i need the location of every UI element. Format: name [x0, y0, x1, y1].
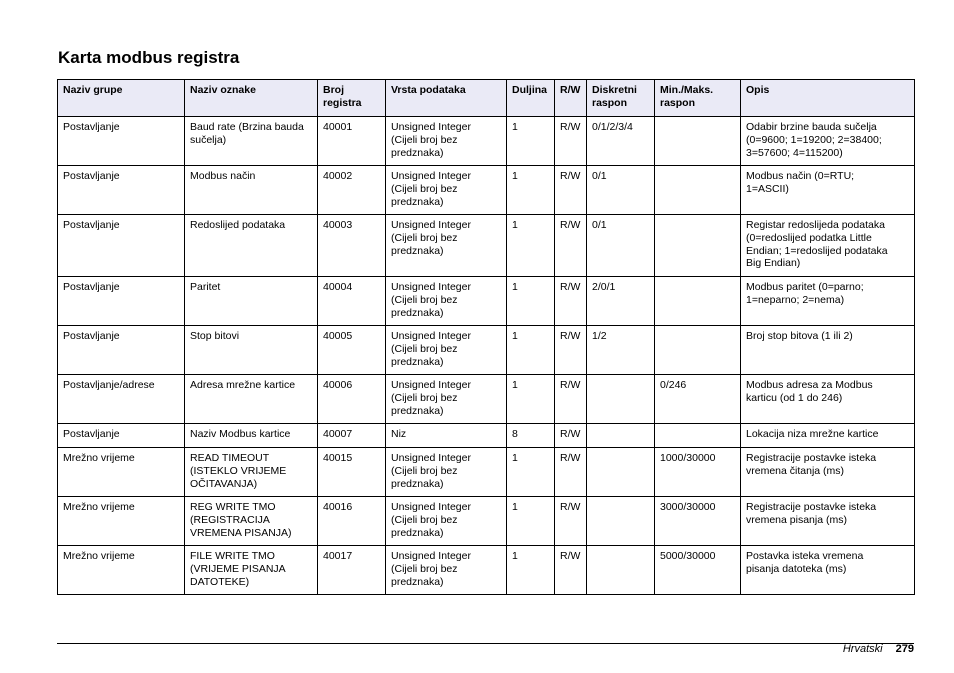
table-cell: Paritet: [185, 277, 318, 326]
table-row: [58, 424, 915, 448]
table-cell: 40003: [318, 215, 386, 277]
footer-language: Hrvatski: [842, 643, 883, 655]
table-cell: Naziv Modbus kartice: [185, 424, 318, 448]
page-footer: [843, 643, 914, 655]
table-cell: Odabir brzine bauda sučelja (0=9600; 1=19200; 2=38400; 3=57600; 4=115200): [741, 117, 915, 166]
table-cell: R/W: [555, 326, 587, 375]
table-cell: [587, 448, 655, 497]
table-row: [58, 497, 915, 546]
table-cell: READ TIMEOUT (ISTEKLO VRIJEME OČITAVANJA): [185, 448, 318, 497]
table-cell: 40005: [318, 326, 386, 375]
table-body: [58, 117, 915, 595]
table-cell: Mrežno vrijeme: [58, 546, 185, 595]
header-cell: Vrsta podataka: [386, 80, 507, 117]
table-cell: Modbus adresa za Modbus karticu (od 1 do 246): [741, 375, 915, 424]
table-cell: 1: [507, 375, 555, 424]
table-row: [58, 448, 915, 497]
header-cell: Diskretni raspon: [587, 80, 655, 117]
table-cell: 40001: [318, 117, 386, 166]
table-cell: Baud rate (Brzina bauda sučelja): [185, 117, 318, 166]
table-cell: 40006: [318, 375, 386, 424]
table-cell: Postavljanje: [58, 424, 185, 448]
table-cell: R/W: [555, 424, 587, 448]
table-cell: [587, 497, 655, 546]
table-cell: 1: [507, 215, 555, 277]
table-cell: 1: [507, 117, 555, 166]
table-cell: 40016: [318, 497, 386, 546]
table-cell: Mrežno vrijeme: [58, 497, 185, 546]
table-cell: 8: [507, 424, 555, 448]
table-row: [58, 215, 915, 277]
footer-divider: [57, 643, 914, 644]
page-title: Karta modbus registra: [58, 48, 240, 67]
table-cell: [587, 424, 655, 448]
table-cell: 1: [507, 448, 555, 497]
table-cell: 0/1: [587, 215, 655, 277]
table-cell: Postavljanje: [58, 277, 185, 326]
table-cell: Stop bitovi: [185, 326, 318, 375]
table-cell: 1/2: [587, 326, 655, 375]
table-cell: 40007: [318, 424, 386, 448]
table-cell: Unsigned Integer (Cijeli broj bez predznaka): [386, 497, 507, 546]
header-cell: Duljina: [507, 80, 555, 117]
table-row: [58, 166, 915, 215]
table-cell: Unsigned Integer (Cijeli broj bez predznaka): [386, 448, 507, 497]
table-cell: R/W: [555, 375, 587, 424]
header-cell: Naziv oznake: [185, 80, 318, 117]
table-cell: Unsigned Integer (Cijeli broj bez predznaka): [386, 326, 507, 375]
table-cell: Unsigned Integer (Cijeli broj bez predznaka): [386, 166, 507, 215]
table-cell: Mrežno vrijeme: [58, 448, 185, 497]
table-cell: Postavljanje/adrese: [58, 375, 185, 424]
table-cell: 1: [507, 277, 555, 326]
table-cell: R/W: [555, 166, 587, 215]
table-cell: Postavka isteka vremena pisanja datoteka (ms): [741, 546, 915, 595]
table-cell: 0/1: [587, 166, 655, 215]
table-cell: Broj stop bitova (1 ili 2): [741, 326, 915, 375]
table-cell: R/W: [555, 117, 587, 166]
table-cell: Adresa mrežne kartice: [185, 375, 318, 424]
table-cell: Postavljanje: [58, 326, 185, 375]
table-cell: Registracije postavke isteka vremena pisanja (ms): [741, 497, 915, 546]
table-cell: 1: [507, 166, 555, 215]
table-cell: 1: [507, 326, 555, 375]
table-cell: Postavljanje: [58, 117, 185, 166]
table-cell: R/W: [555, 448, 587, 497]
table-cell: FILE WRITE TMO (VRIJEME PISANJA DATOTEKE): [185, 546, 318, 595]
header-cell: Naziv grupe: [58, 80, 185, 117]
table-cell: Niz: [386, 424, 507, 448]
table-cell: REG WRITE TMO (REGISTRACIJA VREMENA PISANJA): [185, 497, 318, 546]
header-cell: Min./Maks. raspon: [655, 80, 741, 117]
table-cell: 3000/30000: [655, 497, 741, 546]
header-cell: Broj registra: [318, 80, 386, 117]
table-cell: 2/0/1: [587, 277, 655, 326]
table-cell: Redoslijed podataka: [185, 215, 318, 277]
table-cell: R/W: [555, 277, 587, 326]
table-cell: R/W: [555, 215, 587, 277]
table-cell: Unsigned Integer (Cijeli broj bez predznaka): [386, 375, 507, 424]
table-cell: 1000/30000: [655, 448, 741, 497]
table-cell: Modbus način (0=RTU; 1=ASCII): [741, 166, 915, 215]
table-row: [58, 375, 915, 424]
table-cell: Modbus način: [185, 166, 318, 215]
table-cell: Postavljanje: [58, 166, 185, 215]
table-cell: 0/246: [655, 375, 741, 424]
table-cell: [655, 117, 741, 166]
table-cell: Registar redoslijeda podataka (0=redoslijed podatka Little Endian; 1=redoslijed podataka Big Endian): [741, 215, 915, 277]
table-cell: Lokacija niza mrežne kartice: [741, 424, 915, 448]
table-cell: Registracije postavke isteka vremena čitanja (ms): [741, 448, 915, 497]
table-cell: [655, 166, 741, 215]
table-row: [58, 326, 915, 375]
table-cell: [655, 424, 741, 448]
table-cell: 40017: [318, 546, 386, 595]
table-cell: Modbus paritet (0=parno; 1=neparno; 2=nema): [741, 277, 915, 326]
table-cell: 40004: [318, 277, 386, 326]
table-row: [58, 546, 915, 595]
header-cell: Opis: [741, 80, 915, 117]
table-row: [58, 117, 915, 166]
page-number: 279: [895, 643, 914, 655]
table-cell: 1: [507, 497, 555, 546]
table-cell: 5000/30000: [655, 546, 741, 595]
table-cell: Unsigned Integer (Cijeli broj bez predznaka): [386, 117, 507, 166]
table-cell: R/W: [555, 497, 587, 546]
table-cell: [655, 277, 741, 326]
modbus-register-table: [57, 79, 915, 595]
table-cell: 40015: [318, 448, 386, 497]
table-cell: [587, 546, 655, 595]
table-cell: Unsigned Integer (Cijeli broj bez predznaka): [386, 546, 507, 595]
table-cell: 40002: [318, 166, 386, 215]
table-cell: 1: [507, 546, 555, 595]
table-cell: 0/1/2/3/4: [587, 117, 655, 166]
header-cell: R/W: [555, 80, 587, 117]
table-cell: Unsigned Integer (Cijeli broj bez predznaka): [386, 277, 507, 326]
table-row: [58, 277, 915, 326]
table-header-row: [58, 80, 915, 117]
table-cell: R/W: [555, 546, 587, 595]
table-cell: Postavljanje: [58, 215, 185, 277]
table-cell: [655, 326, 741, 375]
table-cell: [587, 375, 655, 424]
table-cell: Unsigned Integer (Cijeli broj bez predznaka): [386, 215, 507, 277]
table-cell: [655, 215, 741, 277]
